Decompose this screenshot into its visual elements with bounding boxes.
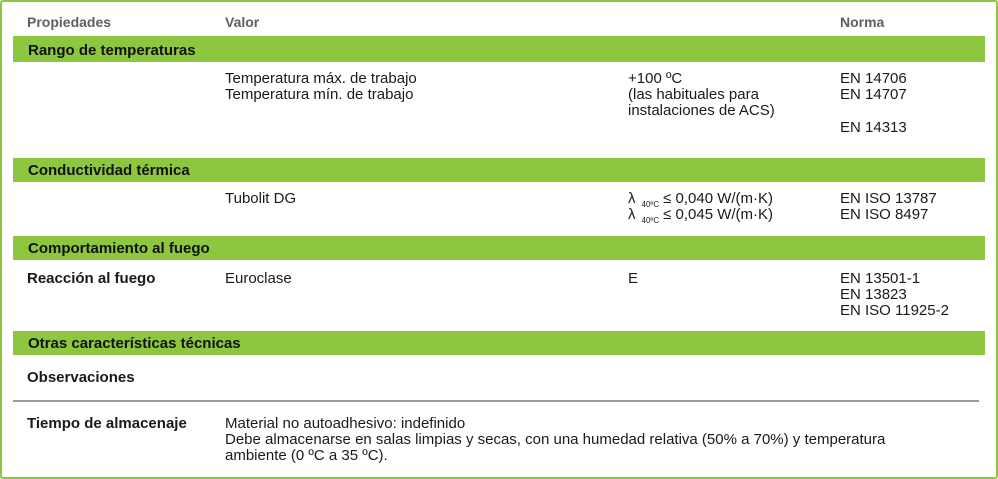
storage-line-1: Material no autoadhesivo: indefinido [225,415,466,432]
conductivity-value-row-2 [628,207,773,230]
temp-norm-2: EN 14707 [840,86,907,103]
observations-divider [13,400,979,402]
fire-class-label: Euroclase [225,270,292,287]
storage-label: Tiempo de almacenaje [27,415,187,432]
storage-line-2: Debe almacenarse en salas limpias y secas, con una humedad relativa (50% a 70%) y temperatura [225,431,886,448]
storage-line-3: ambiente (0 ºC a 35 ºC). [225,447,388,464]
temp-norm-1: EN 14706 [840,70,907,87]
conductivity-value-1: ≤ 0,040 W/(m·K) [663,190,774,207]
temp-value-line1: +100 ºC [628,70,683,87]
temp-norm-3: EN 14313 [840,119,907,136]
lambda-subscript: 40ºC [641,216,660,225]
temp-value-line2: (las habituales para [628,86,759,103]
lambda-subscript: 40ºC [641,200,660,209]
conductivity-product: Tubolit DG [225,190,297,207]
section-title-temperature: Rango de temperaturas [28,42,196,59]
header-norm: Norma [840,14,885,30]
conductivity-norm-2: EN ISO 8497 [840,206,929,223]
header-properties: Propiedades [27,14,112,30]
section-title-other: Otras características técnicas [28,335,241,352]
section-title-conductivity: Conductividad térmica [28,162,190,179]
temp-max-label: Temperatura máx. de trabajo [225,70,417,87]
conductivity-value-2: ≤ 0,045 W/(m·K) [663,206,774,223]
section-title-fire: Comportamiento al fuego [28,240,210,257]
fire-value: E [628,270,639,287]
conductivity-norm-1: EN ISO 13787 [840,190,937,207]
lambda-symbol: λ [628,190,636,207]
header-value: Valor [225,14,260,30]
temp-value-line3: instalaciones de ACS) [628,102,775,119]
temp-min-label: Temperatura mín. de trabajo [225,86,414,103]
fire-norm-3: EN ISO 11925-2 [840,302,949,319]
lambda-symbol: λ [628,206,636,223]
fire-row-label: Reacción al fuego [27,270,156,287]
observations-label: Observaciones [27,369,135,386]
fire-norm-2: EN 13823 [840,286,907,303]
fire-norm-1: EN 13501-1 [840,270,921,287]
